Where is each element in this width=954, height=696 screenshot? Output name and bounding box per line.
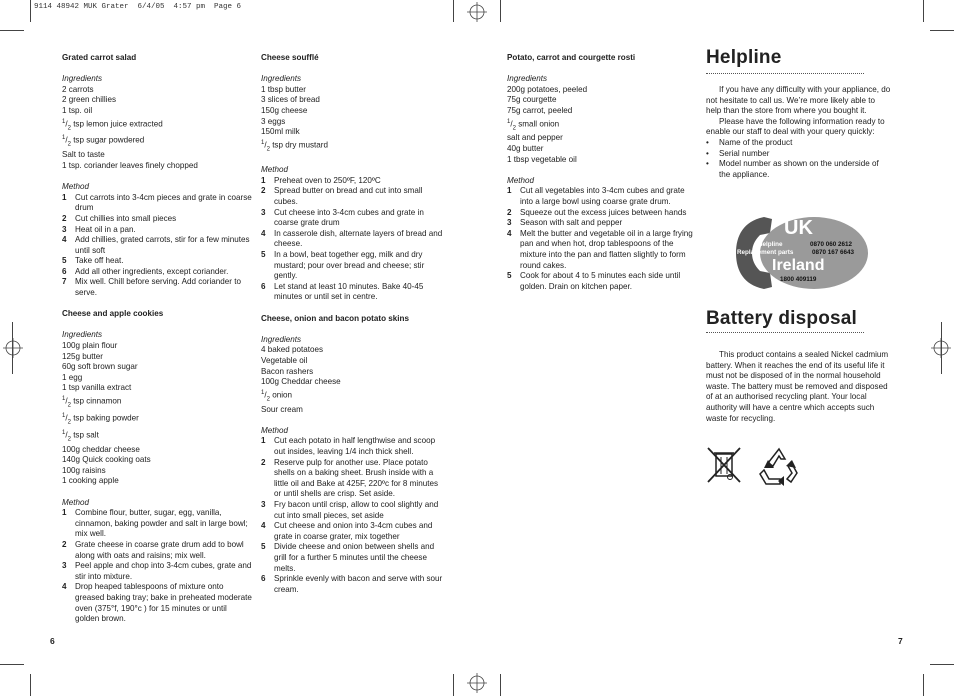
ingredient: 1 tbsp vegetable oil	[507, 154, 577, 164]
method-step: 1 Cut carrots into 3-4cm pieces and grate in coarse drum	[62, 192, 252, 213]
registration-mark-icon	[3, 338, 23, 358]
heading-divider	[706, 332, 864, 333]
crop-mark	[30, 674, 31, 696]
ingredient: 3 eggs	[261, 116, 286, 126]
column-left	[62, 53, 252, 625]
column-middle	[261, 53, 447, 595]
helpline-heading: Helpline	[706, 47, 782, 68]
ingredient: 60g soft brown sugar	[62, 362, 138, 372]
method-heading: Method	[62, 497, 89, 507]
badge-parts-number: 0870 167 6643	[812, 249, 855, 256]
ingredient: Bacon rashers	[261, 366, 314, 376]
badge-ireland: Ireland	[772, 257, 825, 274]
crop-mark	[453, 0, 454, 22]
column-rosti	[507, 53, 693, 292]
ingredient: 1 tsp. coriander leaves finely chopped	[62, 160, 198, 170]
registration-mark-icon	[467, 673, 487, 693]
crop-mark	[453, 674, 454, 696]
ingredient: $^1/_2$ small onion	[507, 118, 560, 131]
method-step: 5 In a bowl, beat together egg, milk and dry mustard; pour over bread and cheese; stir gently.	[261, 249, 425, 281]
method-step: 1 Preheat oven to 250ºF, 120ºC	[261, 175, 381, 185]
ingredients-heading: Ingredients	[507, 74, 548, 84]
ingredient: 1 egg	[62, 372, 83, 382]
ingredient: 100g Cheddar cheese	[261, 377, 341, 387]
method-step: 2 Cut chillies into small pieces	[62, 213, 177, 223]
crop-mark	[0, 664, 24, 665]
ingredient: 75g courgette	[507, 95, 557, 105]
badge-parts-label: Replacement parts	[737, 249, 794, 256]
ingredient: $^1/_2$ tsp baking powder	[62, 412, 139, 426]
crop-mark	[923, 0, 924, 22]
registration-mark-icon	[931, 338, 951, 358]
method-step: 6 Add all other ingredients, except coriander.	[62, 266, 229, 276]
ingredient: 100g plain flour	[62, 341, 118, 351]
ingredient: 1 tbsp butter	[261, 84, 306, 94]
ingredient: Sour cream	[261, 404, 303, 414]
ingredient: 200g potatoes, peeled	[507, 84, 588, 94]
crop-mark	[923, 674, 924, 696]
method-step: 3 Season with salt and pepper	[507, 218, 623, 228]
bullet-item: • Serial number	[706, 148, 770, 158]
ingredient: Salt to taste	[62, 150, 105, 160]
method-step: 4 Melt the butter and vegetable oil in a large frying pan and when hot, drop tablespoons of the mixture into the pan and flatten slightly to form round cakes.	[507, 228, 693, 270]
crop-mark	[930, 30, 954, 31]
method-step: 1 Combine flour, butter, sugar, egg, vanilla, cinnamon, baking powder and salt in large bowl; mix well.	[62, 508, 248, 539]
ingredient: 125g butter	[62, 351, 103, 361]
method-heading: Method	[261, 425, 288, 435]
bullet-item: • Model number as shown on the underside of the appliance.	[706, 159, 879, 179]
method-step: 3 Heat oil in a pan.	[62, 224, 136, 234]
crop-mark	[0, 30, 24, 31]
method-step: 4 In casserole dish, alternate layers of bread and cheese.	[261, 228, 443, 249]
method-step: 6 Let stand at least 10 minutes. Bake 40-45 minutes or until set in centre.	[261, 281, 424, 302]
crop-mark	[930, 664, 954, 665]
helpline-paragraph: Please have the following information ready to enable our staff to deal with your query quickly:	[706, 116, 885, 137]
method-step: 6 Sprinkle evenly with bacon and serve with sour cream.	[261, 574, 443, 594]
ingredient: 150g cheese	[261, 105, 308, 115]
ingredient: Vegetable oil	[261, 355, 308, 365]
ingredients-heading: Ingredients	[62, 330, 103, 340]
method-heading: Method	[62, 182, 89, 192]
method-heading: Method	[261, 165, 288, 175]
crossed-bin-icon	[706, 446, 742, 484]
recycling-icon	[758, 446, 800, 486]
method-step: 1 Cut all vegetables into 3-4cm cubes and grate into a large bowl using coarse grate drum.	[507, 186, 685, 207]
method-step: 2 Reserve pulp for another use. Place potato shells on a baking sheet. Brush inside with a little oil and Bake at 425F, 220ºc for 8 minutes or until shells are crisp. Set aside.	[261, 457, 439, 499]
ingredient: $^1/_2$ tsp cinnamon	[62, 396, 122, 409]
page-number-left: 6	[50, 636, 55, 646]
ingredient: 40g butter	[507, 144, 544, 154]
ingredient: $^1/_2$ tsp lemon juice extracted	[62, 118, 163, 131]
crop-mark	[500, 0, 501, 22]
badge-helpline-label: Helpline	[758, 241, 783, 248]
method-step: 2 Grate cheese in coarse grate drum add to bowl along with oats and raisins; mix well.	[62, 540, 244, 560]
method-step: 5 Take off heat.	[62, 256, 124, 266]
method-step: 4 Add chillies, grated carrots, stir for a few minutes until soft	[62, 235, 250, 255]
ingredient: 75g carrot, peeled	[507, 105, 573, 115]
crop-mark	[30, 0, 31, 22]
method-step: 3 Peel apple and chop into 3-4cm cubes, grate and stir into mixture.	[62, 561, 252, 581]
method-step: 3 Fry bacon until crisp, allow to cool slightly and cut into small pieces, set aside	[261, 499, 439, 520]
ingredient: 1 cooking apple	[62, 476, 119, 486]
registration-mark-icon	[467, 2, 487, 22]
ingredient: 100g raisins	[62, 465, 106, 475]
ingredient: 140g Quick cooking oats	[62, 455, 151, 465]
recipe-title: Cheese and apple cookies	[62, 309, 164, 319]
helpline-badge	[734, 213, 870, 293]
ingredients-heading: Ingredients	[261, 74, 302, 84]
battery-text	[706, 350, 892, 424]
heading-divider	[706, 73, 864, 74]
method-step: 3 Cut cheese into 3-4cm cubes and grate in coarse grate drum	[261, 207, 424, 228]
bullet-item: • Name of the product	[706, 137, 793, 147]
helpline-paragraph: If you have any difficulty with your appliance, do not hesitate to call us. We’re more likely able to help than the store from where you bought it.	[706, 85, 891, 116]
ingredient: $^1/_2$ tsp sugar powdered	[62, 135, 145, 148]
ingredient: 2 green chillies	[62, 95, 116, 105]
method-step: 7 Mix well. Chill before serving. Add coriander to serve.	[62, 277, 241, 298]
ingredient: $^1/_2$ onion	[261, 389, 292, 402]
ingredients-heading: Ingredients	[62, 74, 103, 84]
badge-uk: UK	[784, 217, 813, 239]
ingredient: salt and pepper	[507, 133, 563, 143]
method-step: 1 Cut each potato in half lengthwise and scoop out insides, leaving 1/4 inch thick shell.	[261, 436, 436, 456]
ingredient: 2 carrots	[62, 84, 94, 94]
ingredient: $^1/_2$ tsp salt	[62, 429, 99, 443]
crop-mark	[500, 674, 501, 696]
battery-heading: Battery disposal	[706, 308, 858, 329]
recipe-title: Cheese soufflé	[261, 53, 319, 62]
ingredient: 100g cheddar cheese	[62, 444, 140, 454]
badge-ireland-number: 1800 409119	[780, 276, 817, 283]
ingredient: 150ml milk	[261, 127, 300, 137]
ingredient: 1 tsp vanilla extract	[62, 383, 132, 393]
helpline-text	[706, 85, 892, 180]
recipe-title: Grated carrot salad	[62, 53, 137, 62]
method-heading: Method	[507, 175, 534, 185]
method-step: 4 Drop heaped tablespoons of mixture onto greased baking tray; bake in preheated moderate oven (375°f, 190°c ) for 15 minutes or until golden brown.	[62, 582, 252, 624]
page-number-right: 7	[898, 636, 903, 646]
badge-helpline-number: 0870 060 2612	[810, 241, 853, 248]
ingredient: 4 baked potatoes	[261, 345, 324, 355]
method-step: 2 Spread butter on bread and cut into small cubes.	[261, 186, 423, 207]
method-step: 5 Divide cheese and onion between shells and grill for a further 5 minutes until the cheese melts.	[261, 542, 435, 573]
ingredient: 1 tsp. oil	[62, 105, 93, 115]
method-step: 4 Cut cheese and onion into 3-4cm cubes and grate in coarse grater, mix together	[261, 521, 433, 541]
ingredient: $^1/_2$ tsp dry mustard	[261, 139, 328, 153]
recipe-title: Potato, carrot and courgette rosti	[507, 53, 636, 62]
ingredient: 3 slices of bread	[261, 95, 320, 105]
method-step: 2 Squeeze out the excess juices between hands	[507, 207, 687, 217]
print-slug: 9114 48942 MUK Grater 6/4/05 4:57 pm Page 6	[34, 3, 242, 11]
method-step: 5 Cook for about 4 to 5 minutes each side until golden. Drain on kitchen paper.	[507, 271, 681, 291]
recipe-title: Cheese, onion and bacon potato skins	[261, 313, 409, 323]
battery-paragraph: This product contains a sealed Nickel cadmium battery. When it reaches the end of its useful life it must not be disposed of in the normal household waste. The battery must be removed and disposed of at an authorised recycling plant. Your local authority will have a centre which accepts such waste for recycling.	[706, 350, 889, 423]
ingredients-heading: Ingredients	[261, 334, 302, 344]
